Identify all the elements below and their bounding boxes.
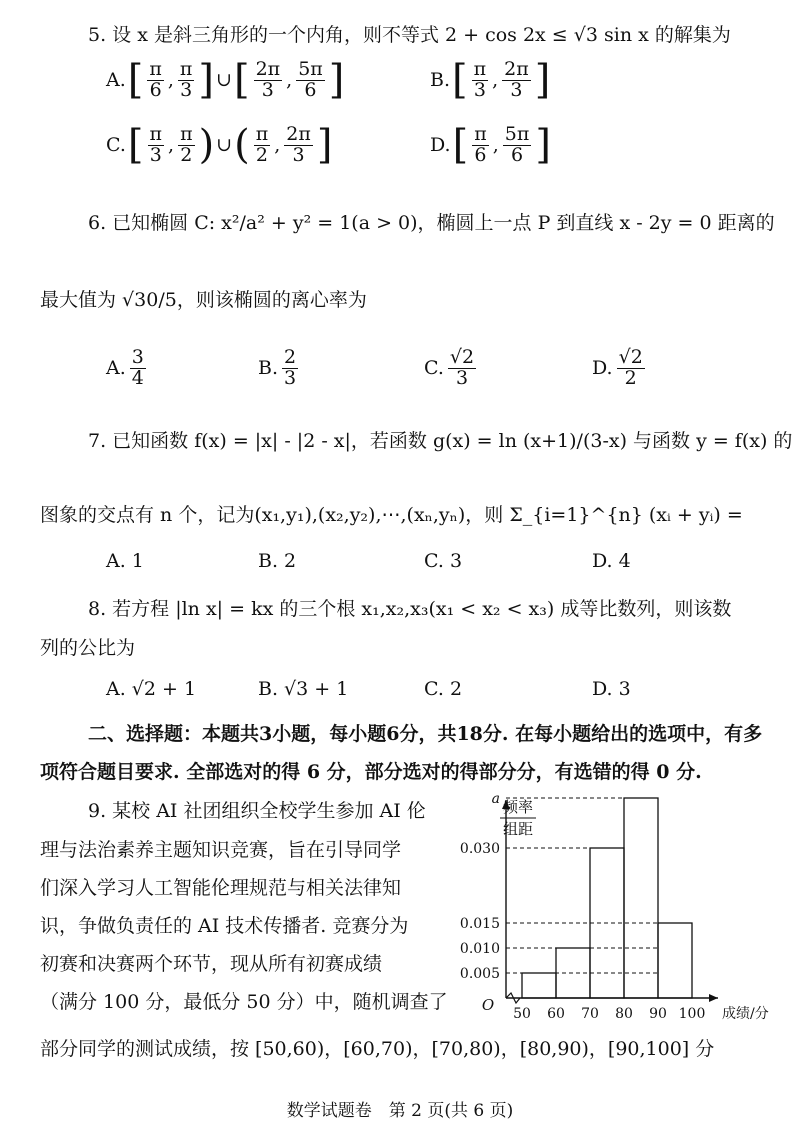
q5-option-d[interactable]: D. [ $\frac{\pi}{6}$ , $\frac{5\pi}{6}$ ]: [430, 122, 551, 169]
q8-option-c[interactable]: C. 2: [424, 678, 463, 700]
section2-line1: 二、选择题：本题共3小题，每小题6分，共18分. 在每小题给出的选项中，有多: [88, 723, 763, 745]
q8-stem-line2: 列的公比为: [40, 637, 136, 659]
q6-option-b[interactable]: B. $\frac{2}{3}$: [258, 346, 297, 389]
q9-line-1: 9. 某校 AI 社团组织全校学生参加 AI 伦: [88, 800, 426, 822]
q8-stem-line1: 8. 若方程 |ln x| = kx 的三个根 x₁,x₂,x₃(x₁ < x₂ < x₃) 成等比数列，则该数: [88, 598, 732, 620]
y-tick-label: 0.030: [459, 841, 500, 857]
y-label-denominator: 组距: [502, 820, 534, 838]
histogram-bar: [658, 923, 692, 998]
q5-stem: 5. 设 x 是斜三角形的一个内角，则不等式 2 + cos 2x ≤ √3 sin x 的解集为: [88, 24, 731, 46]
q6-option-a[interactable]: A. $\frac{3}{4}$: [106, 346, 144, 389]
q6-option-b-label: B.: [258, 357, 279, 380]
q9-line-6: （满分 100 分，最低分 50 分）中，随机调查了: [40, 991, 448, 1013]
section2-line2: 项符合题目要求. 全部选对的得 6 分，部分选对的得部分分，有选错的得 0 分.: [40, 761, 702, 783]
q6-option-d-label: D.: [592, 357, 613, 380]
q5-option-a[interactable]: A. [ $\frac{\pi}{6}$ , $\frac{\pi}{3}$ ] ∪ [ $\frac{2\pi}{3}$ , $\frac{5\pi}{6}$ ]: [106, 57, 345, 104]
x-tick-label: 80: [615, 1006, 633, 1022]
x-axis-label: 成绩/分: [722, 1006, 769, 1022]
q6-option-c[interactable]: C. $\frac{√2}{3}$: [424, 346, 475, 389]
q6-stem-line1: 6. 已知椭圆 C: x²/a² + y² = 1(a > 0)，椭圆上一点 P 到直线 x - 2y = 0 距离的: [88, 212, 775, 234]
x-tick-label: 50: [513, 1006, 531, 1022]
x-tick-label: 60: [547, 1006, 565, 1022]
q8-option-d[interactable]: D. 3: [592, 678, 631, 700]
x-axis-arrow: [709, 994, 718, 1002]
q6-option-a-label: A.: [106, 357, 126, 380]
histogram-chart: [440, 790, 769, 1030]
histogram-bar: [624, 798, 658, 998]
x-tick-label: 100: [678, 1006, 706, 1022]
q7-stem-line1: 7. 已知函数 f(x) = |x| - |2 - x|，若函数 g(x) = ln (x+1)/(3-x) 与函数 y = f(x) 的: [88, 430, 793, 452]
x-tick-label: 90: [649, 1006, 667, 1022]
q8-option-a[interactable]: A. √2 + 1: [106, 678, 197, 700]
x-tick-label: 70: [581, 1006, 599, 1022]
q9-line-3: 们深入学习人工智能伦理规范与相关法律知: [40, 877, 402, 899]
q7-option-c[interactable]: C. 3: [424, 550, 463, 572]
y-label-numerator: 频率: [502, 798, 534, 816]
origin-label: O: [481, 996, 495, 1014]
q5-option-c[interactable]: C. [ $\frac{\pi}{3}$ , $\frac{\pi}{2}$ ) ∪ ( $\frac{\pi}{2}$ , $\frac{2\pi}{3}$ ]: [106, 122, 333, 169]
q5-option-d-label: D.: [430, 134, 451, 157]
q9-line-5: 初赛和决赛两个环节，现从所有初赛成绩: [40, 953, 383, 975]
q8-option-b[interactable]: B. √3 + 1: [258, 678, 349, 700]
q6-option-c-label: C.: [424, 357, 444, 380]
histogram-bar: [522, 973, 556, 998]
q9-line-4: 识，争做负责任的 AI 技术传播者. 竞赛分为: [40, 915, 409, 937]
q5-option-b[interactable]: B. [ $\frac{\pi}{3}$ , $\frac{2\pi}{3}$ ]: [430, 57, 551, 104]
q9-line-2: 理与法治素养主题知识竞赛，旨在引导同学: [40, 839, 402, 861]
q5-option-b-label: B.: [430, 69, 451, 92]
q7-option-a[interactable]: A. 1: [106, 550, 144, 572]
q6-stem-line2: 最大值为 √30/5，则该椭圆的离心率为: [40, 289, 367, 311]
y-tick-label: 0.010: [459, 941, 500, 957]
y-tick-label: 0.005: [459, 966, 500, 982]
q7-option-d[interactable]: D. 4: [592, 550, 631, 572]
y-tick-label: 0.015: [459, 916, 500, 932]
q9-last-line: 部分同学的测试成绩，按 [50,60)，[60,70)，[70,80)，[80,90)，[90,100] 分: [40, 1038, 715, 1060]
y-tick-label: a: [491, 791, 500, 807]
q6-option-d[interactable]: D. $\frac{√2}{2}$: [592, 346, 643, 389]
q7-option-b[interactable]: B. 2: [258, 550, 297, 572]
q5-option-a-label: A.: [106, 69, 126, 92]
q7-stem-line2: 图象的交点有 n 个，记为(x₁,y₁),(x₂,y₂),⋯,(xₙ,yₙ)，则 Σ_{i=1}^{n} (xᵢ + yᵢ) =: [40, 504, 743, 526]
q5-option-c-label: C.: [106, 134, 126, 157]
page-footer: 数学试题卷 第 2 页(共 6 页): [286, 1101, 514, 1121]
